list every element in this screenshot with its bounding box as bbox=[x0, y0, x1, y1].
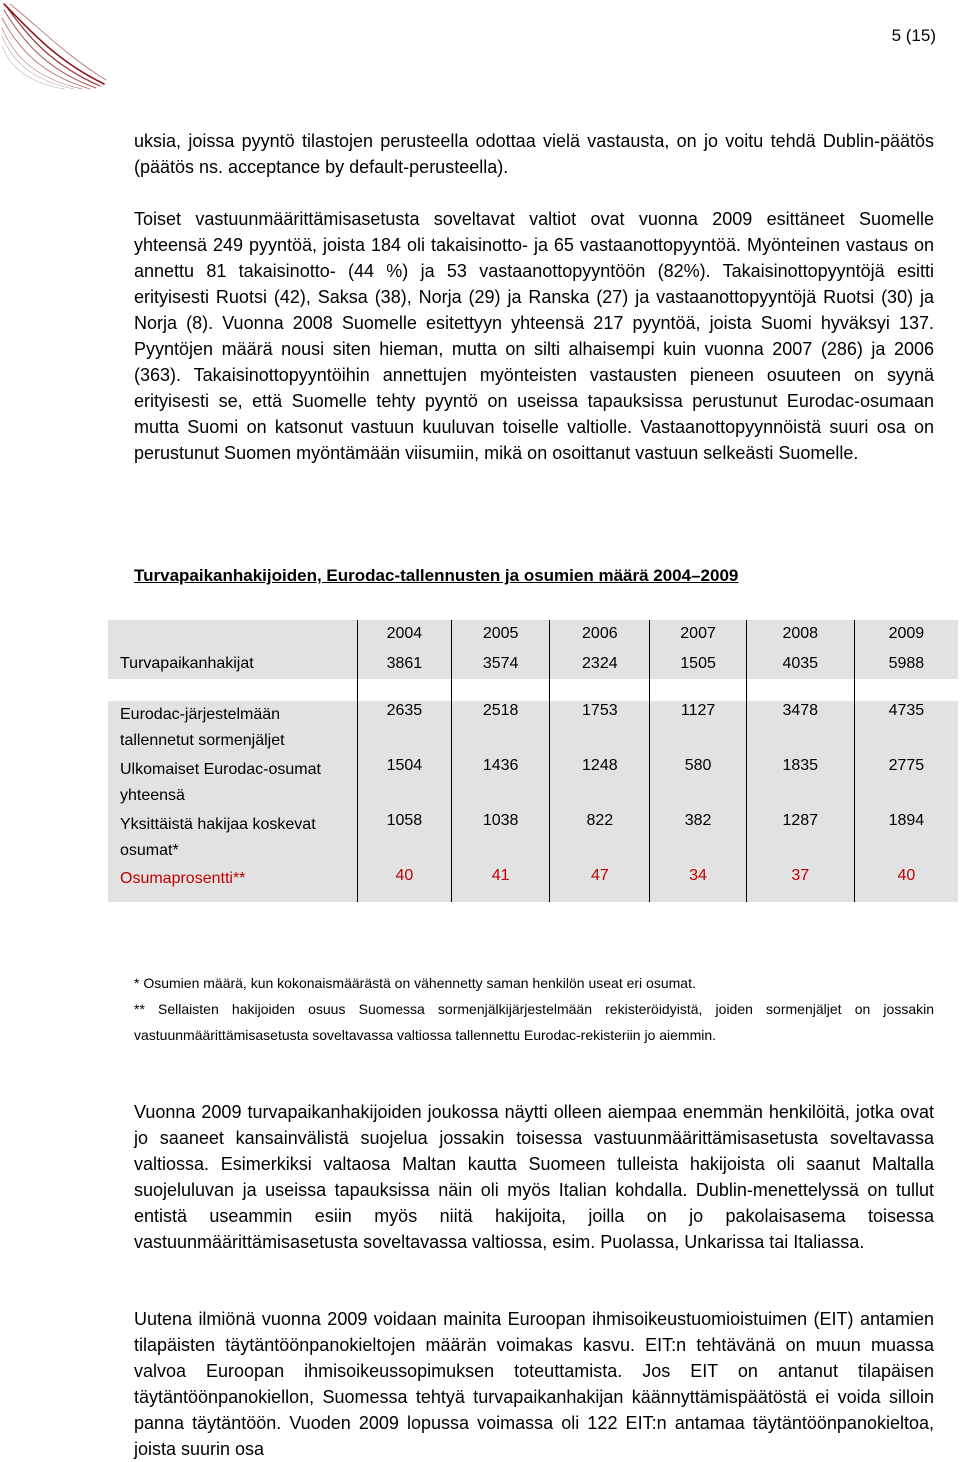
table-cell: 1504 bbox=[357, 756, 451, 811]
table-cell: 37 bbox=[746, 866, 854, 902]
table-cell: 47 bbox=[550, 866, 650, 902]
table-cell: 1248 bbox=[550, 756, 650, 811]
table-spacer-row bbox=[108, 679, 958, 701]
table-title: Turvapaikanhakijoiden, Eurodac-tallennusten ja osumien määrä 2004–2009 bbox=[134, 566, 739, 585]
paragraph-dublin-decisions: uksia, joissa pyyntö tilastojen perusteella odottaa vielä vastausta, on jo voitu tehdä Dublin-päätös (päätös ns. acceptance by default-perusteella). bbox=[134, 131, 934, 177]
table-cell: 382 bbox=[650, 811, 746, 866]
table-cell: 1127 bbox=[650, 701, 746, 756]
page-number: 5 (15) bbox=[891, 26, 936, 45]
table-cell: 1753 bbox=[550, 701, 650, 756]
row-label: Osumaprosentti** bbox=[120, 870, 246, 887]
table-cell: 5988 bbox=[854, 648, 958, 679]
table-cell: 4035 bbox=[746, 648, 854, 679]
paragraph-echr-interim-measures: Uutena ilmiönä vuonna 2009 voidaan mainita Euroopan ihmisoikeustuomioistuimen (EIT) antamien tilapäisten täytäntöönpanokieltojen määrän voimakas kasvu. EIT:n tehtävänä on muun muassa valvoa Euroopan ihmisoikeussopimuksen toteuttamista. Jos EIT on antanut tilapäisen täytäntöönpanokiellon, Suomessa tehtyä turvapaikanhakijan käännyttämispäätöstä ei voida silloin panna täytäntöön. Vuoden 2009 lopussa voimassa oli 122 EIT:n antamaa täytäntöönpanokieltoa, joista suurin osa bbox=[134, 1309, 934, 1459]
table-cell: 2635 bbox=[357, 701, 451, 756]
row-label: Turvapaikanhakijat bbox=[120, 654, 254, 672]
year-header: 2008 bbox=[746, 620, 854, 648]
footnote-hit-percentage: ** Sellaisten hakijoiden osuus Suomessa sormenjälkijärjestelmään rekisteröidyistä, joiden sormenjäljet on jossakin vastuunmäärittämisasetusta soveltavassa valtiossa tallennettu Eurodac-rekisteriin jo aiemmin. bbox=[134, 1001, 934, 1043]
table-cell: 4735 bbox=[854, 701, 958, 756]
footnote-single-applicant: * Osumien määrä, kun kokonaismäärästä on vähennetty saman henkilön useat eri osumat. bbox=[134, 975, 696, 991]
table-cell: 3861 bbox=[357, 648, 451, 679]
table-cell: 1894 bbox=[854, 811, 958, 866]
year-header: 2006 bbox=[550, 620, 650, 648]
table-cell: 40 bbox=[854, 866, 958, 902]
paragraph-international-protection: Vuonna 2009 turvapaikanhakijoiden joukossa näytti olleen aiempaa enemmän henkilöitä, jotka ovat jo saaneet kansainvälistä suojelua jossakin toisessa vastuunmäärittämisasetusta soveltavassa valtiossa. Esimerkiksi valtaosa Maltan kautta Suomeen tulleista hakijoista oli saanut Maltalla suojeluluvan ja useissa tapauksissa näin oli myös Italian kohdalla. Dublin-menettelyssä on tullut entistä useammin esiin myös niitä hakijoita, joilla on jo pakolaisasema toisessa vastuunmäärittämisasetusta soveltavassa valtiossa, esim. Puolassa, Unkarissa tai Italiassa. bbox=[134, 1102, 934, 1252]
paragraph-transfer-requests: Toiset vastuunmäärittämisasetusta soveltavat valtiot ovat vuonna 2009 esittäneet Suomelle yhteensä 249 pyyntöä, joista 184 oli takaisinotto- ja 65 vastaanottopyyntöä. Myönteinen vastaus on annettu 81 takaisinotto- (44 %) ja 53 vastaanottopyyntöön (82%). Takaisinottopyyntöjä esitti erityisesti Ruotsi (42), Saksa (38), Norja (29) ja Ranska (27) ja vastaanottopyyntöjä Ruotsi (30) ja Norja (8). Vuonna 2008 Suomelle esitettyyn yhteensä 217 pyyntöä, joista Suomi hyväksyi 137. Pyyntöjen määrä nousi siten hieman, mutta on silti alhaisempi kuin vuonna 2007 (286) ja 2006 (363). Takaisinottopyyntöihin annettujen myönteisten vastausten pieneen osuuteen on syynä erityisesti se, että Suomelle tehty pyyntö on useissa tapauksissa perustunut Eurodac-osumaan mutta Suomi on katsonut vastuun kuuluvan toiselle valtiolle. Vastaanottopyynnöistä suuri osa on perustunut Suomen myöntämään viisumiin, mikä on osoittanut vastuun selkeästi Suomelle. bbox=[134, 209, 934, 463]
statistics-table bbox=[108, 620, 958, 902]
table-cell: 1058 bbox=[357, 811, 451, 866]
year-header: 2007 bbox=[650, 620, 746, 648]
table-cell: 1505 bbox=[650, 648, 746, 679]
row-label: Yksittäistä hakijaa koskevat osumat* bbox=[120, 816, 316, 859]
organization-logo bbox=[0, 0, 110, 90]
table-cell: 1038 bbox=[452, 811, 550, 866]
year-header: 2005 bbox=[452, 620, 550, 648]
table-cell: 822 bbox=[550, 811, 650, 866]
table-cell: 580 bbox=[650, 756, 746, 811]
table-cell: 2518 bbox=[452, 701, 550, 756]
table-cell: 2775 bbox=[854, 756, 958, 811]
table-cell: 1436 bbox=[452, 756, 550, 811]
table-row bbox=[108, 648, 958, 679]
row-label: Eurodac-järjestelmään tallennetut sormenjäljet bbox=[120, 706, 285, 749]
header-label-cell bbox=[108, 620, 357, 648]
table-cell: 1835 bbox=[746, 756, 854, 811]
table-cell: 34 bbox=[650, 866, 746, 902]
table-row bbox=[108, 811, 958, 866]
year-header: 2009 bbox=[854, 620, 958, 648]
table-row bbox=[108, 701, 958, 756]
table-header-row bbox=[108, 620, 958, 648]
table-cell: 2324 bbox=[550, 648, 650, 679]
row-label: Ulkomaiset Eurodac-osumat yhteensä bbox=[120, 761, 321, 804]
table-cell: 1287 bbox=[746, 811, 854, 866]
table-row bbox=[108, 756, 958, 811]
table-row bbox=[108, 866, 958, 902]
table-cell: 3574 bbox=[452, 648, 550, 679]
table-cell: 41 bbox=[452, 866, 550, 902]
table-cell: 40 bbox=[357, 866, 451, 902]
table-cell: 3478 bbox=[746, 701, 854, 756]
year-header: 2004 bbox=[357, 620, 451, 648]
